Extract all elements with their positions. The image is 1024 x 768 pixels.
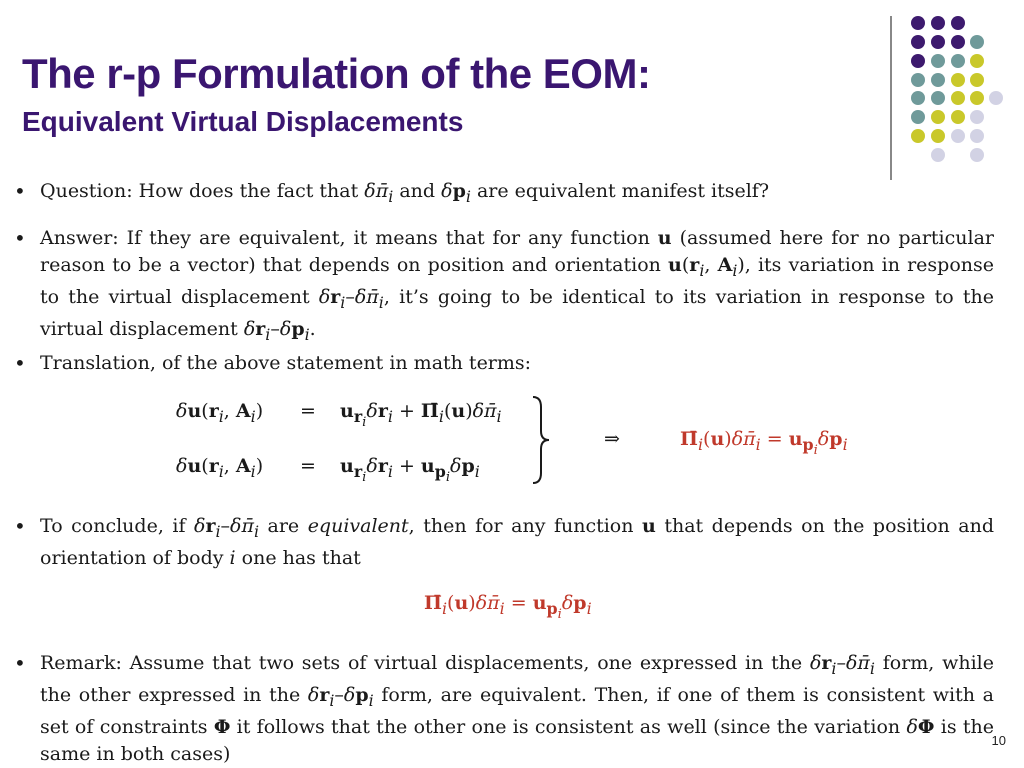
right-brace <box>530 395 552 485</box>
bullet-answer: Answer: If they are equivalent, it means that for any function u (assumed here for no particular reason to be a vector) that depends on position and orientation $u(r_i$, $A_i$), its variation in response to the virtual displacement $\delta r_i-\delta\pī_i$, it’s going to be identical to its variation in response to the virtual displacement $\delta r_i-\delta p_i$. <box>40 227 994 344</box>
bullet-question: Question: How does the fact that $\delta\pī_i$ and $\delta p_i$ are equivalent manifest itself? <box>40 180 770 206</box>
decorative-dot <box>911 35 925 49</box>
implies-arrow: ⇒ <box>604 428 620 450</box>
decorative-dot <box>970 148 984 162</box>
decorative-dot <box>931 54 945 68</box>
bullet-translation: Translation, of the above statement in math terms: <box>40 352 532 374</box>
bullet-marker: • <box>14 651 26 675</box>
equation-result-center: $\Pī_i(u)\delta\pī_i = u_{p_i}\delta p_i$ <box>424 592 592 622</box>
decorative-dot <box>911 73 925 87</box>
decorative-dot <box>989 91 1003 105</box>
decorative-dot <box>931 148 945 162</box>
decorative-dot <box>951 16 965 30</box>
decorative-dot <box>911 54 925 68</box>
decorative-dot <box>931 35 945 49</box>
slide-title: The r-p Formulation of the EOM: <box>22 50 651 97</box>
decorative-dot <box>951 54 965 68</box>
decorative-dot <box>911 16 925 30</box>
decorative-dot <box>911 110 925 124</box>
slide-subtitle: Equivalent Virtual Displacements <box>22 106 464 137</box>
equation-2-rhs: $u_{r_i}\delta r_i + u_{p_i}\delta p_i$ <box>340 455 480 485</box>
bullet-marker: • <box>14 514 26 538</box>
equation-2-lhs: $\delta u(r_i$, $A_i$) <box>176 455 264 481</box>
equation-result-side: $\Pī_i(u)\delta\pī_i = u_{p_i}\delta p_i$ <box>680 428 848 458</box>
equation-2-equals: = <box>300 455 316 477</box>
decorative-dot <box>951 129 965 143</box>
decorative-dot <box>970 54 984 68</box>
equation-1-rhs: $u_{r_i}\delta r_i$ + $\Pī_i(u)\delta\pī_i$ <box>340 400 502 430</box>
decorative-dot <box>951 35 965 49</box>
decorative-dot-grid <box>0 0 1024 200</box>
bullet-remark: Remark: Assume that two sets of virtual displacements, one expressed in the $\delta r_i-\delta\pī_i$ form, while the other expressed in the $\delta r_i-\delta p_i$ form, are equivalent. Then, if one of them is consistent with a set of constraints Φ it follows that the other one is consistent as well (since the variation δΦ is the same in both cases) <box>40 652 994 765</box>
decorative-dot <box>951 91 965 105</box>
bullet-conclude: To conclude, if $\delta r_i-\delta\pī_i$ are equivalent, then for any function u that depends on the position and orientation of body i one has that <box>40 515 994 569</box>
decorative-dot <box>951 73 965 87</box>
decorative-dot <box>970 110 984 124</box>
decorative-dot <box>911 91 925 105</box>
equation-1-equals: = <box>300 400 316 422</box>
decorative-dot <box>970 91 984 105</box>
decorative-dot <box>931 110 945 124</box>
equation-1-lhs: $\delta u(r_i$, $A_i$) <box>176 400 264 426</box>
decorative-dot <box>951 110 965 124</box>
decorative-dot <box>970 35 984 49</box>
bullet-marker: • <box>14 226 26 250</box>
decorative-dot <box>931 91 945 105</box>
decorative-dot <box>970 129 984 143</box>
bullet-marker: • <box>14 351 26 375</box>
decorative-dot <box>931 16 945 30</box>
page-number: 10 <box>991 733 1006 748</box>
decorative-dot <box>970 73 984 87</box>
decorative-dot <box>931 73 945 87</box>
decorative-dot <box>911 129 925 143</box>
divider-line <box>890 16 892 180</box>
bullet-marker: • <box>14 179 26 203</box>
decorative-dot <box>931 129 945 143</box>
